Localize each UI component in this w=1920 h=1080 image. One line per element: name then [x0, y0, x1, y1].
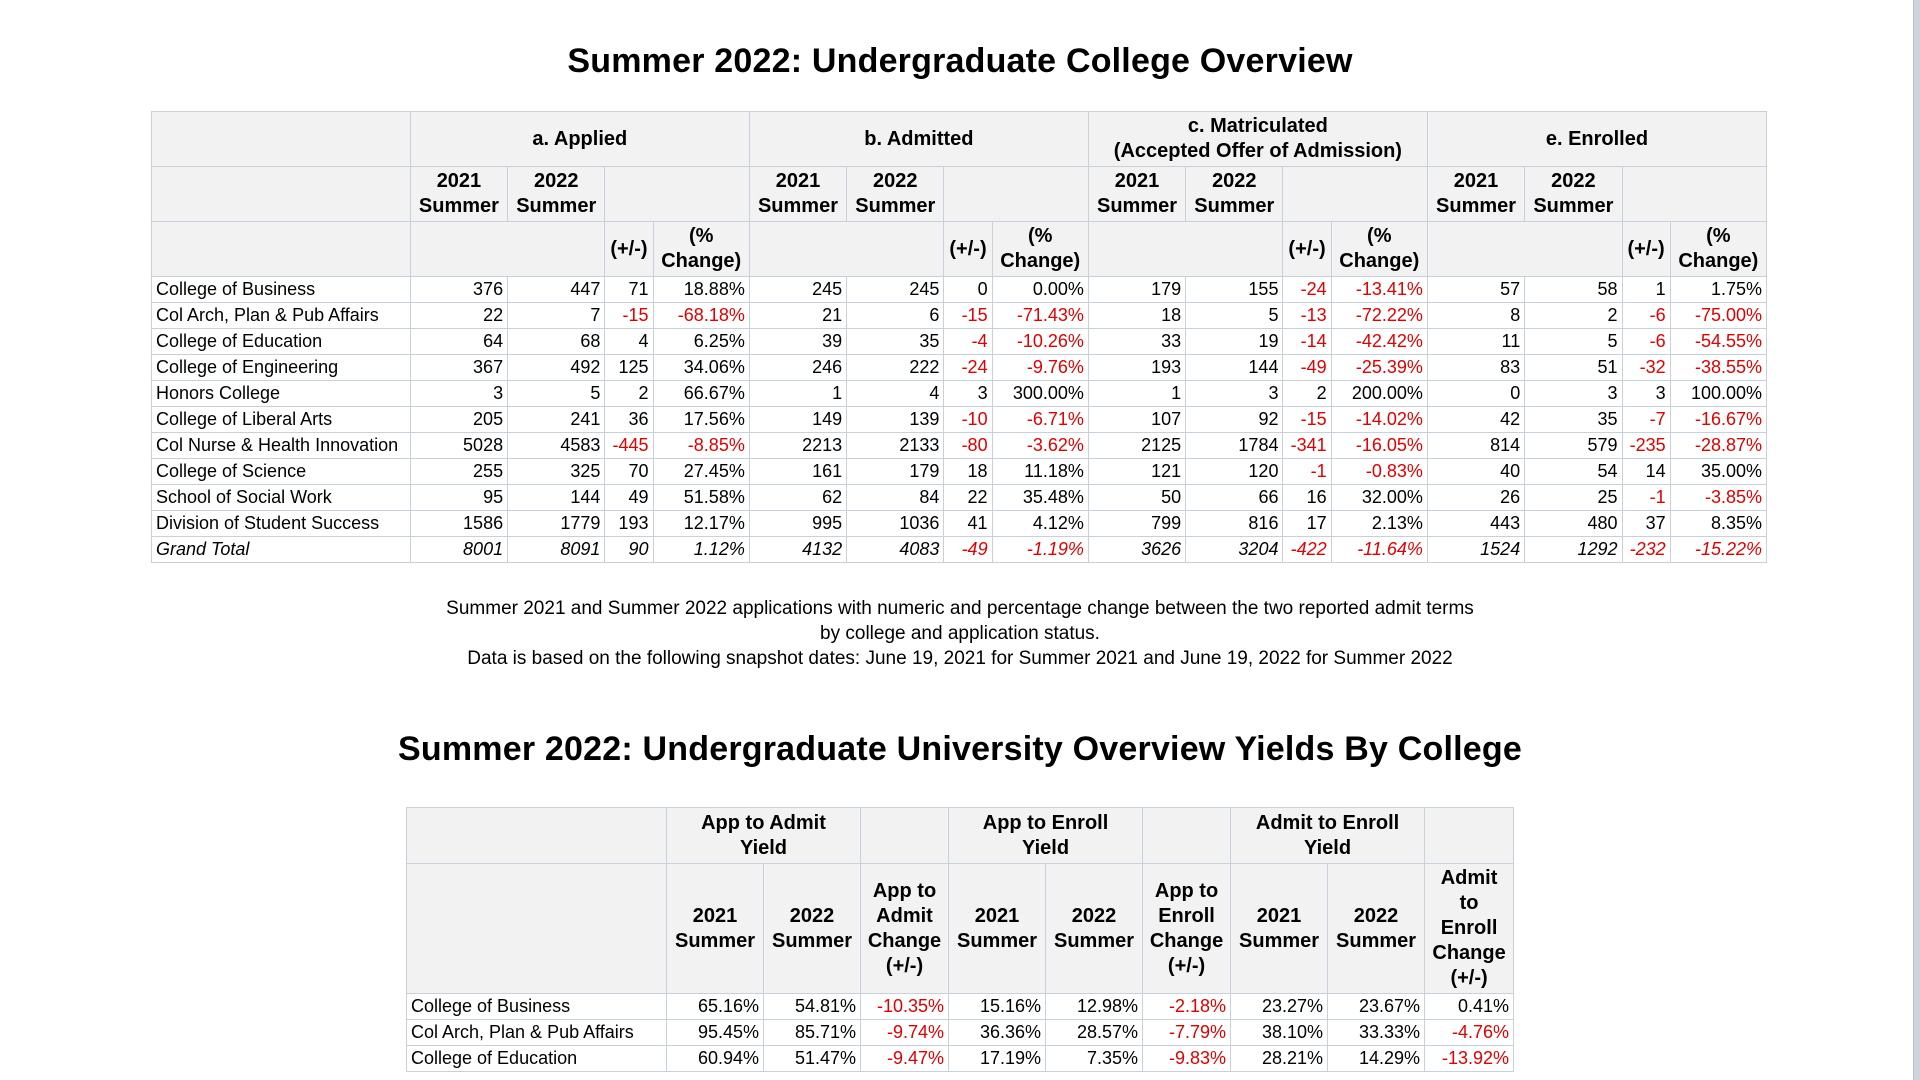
value-cell: 144	[508, 485, 605, 511]
value-cell: -32	[1622, 355, 1670, 381]
value-cell: 84	[847, 485, 944, 511]
value-cell: 14	[1622, 459, 1670, 485]
value-cell: 179	[1088, 277, 1185, 303]
table-row	[152, 459, 1767, 485]
value-cell: -9.47%	[861, 1046, 949, 1072]
value-cell: 7.35%	[1046, 1046, 1143, 1072]
change-header: (+/-)	[944, 222, 992, 277]
value-cell: -10.35%	[861, 994, 949, 1020]
change-header: App to Admit Change (+/-)	[861, 864, 949, 994]
blank-header	[749, 222, 944, 277]
value-cell: 1784	[1186, 433, 1283, 459]
row-label: College of Engineering	[152, 355, 411, 381]
value-cell: -16.67%	[1670, 407, 1766, 433]
value-cell: 51.47%	[764, 1046, 861, 1072]
group-header: Admit to Enroll Yield	[1231, 808, 1425, 864]
corner-cell	[152, 167, 411, 222]
yields-title: Summer 2022: Undergraduate University Overview Yields By College	[398, 730, 1522, 768]
value-cell: 71	[605, 277, 653, 303]
row-label: College of Science	[152, 459, 411, 485]
value-cell: 49	[605, 485, 653, 511]
row-label: College of Education	[152, 329, 411, 355]
value-cell: 1524	[1427, 537, 1524, 563]
value-cell: 3	[1525, 381, 1622, 407]
value-cell: 144	[1186, 355, 1283, 381]
value-cell: -9.74%	[861, 1020, 949, 1046]
value-cell: -14	[1283, 329, 1331, 355]
value-cell: 85.71%	[764, 1020, 861, 1046]
value-cell: -16.05%	[1331, 433, 1427, 459]
blank-header	[1425, 808, 1514, 864]
value-cell: 149	[749, 407, 846, 433]
year-header: 2021 Summer	[1427, 167, 1524, 222]
value-cell: -38.55%	[1670, 355, 1766, 381]
change-header: Admit to Enroll Change (+/-)	[1425, 864, 1514, 994]
row-label: Col Arch, Plan & Pub Affairs	[407, 1020, 667, 1046]
value-cell: -71.43%	[992, 303, 1088, 329]
value-cell: 23.27%	[1231, 994, 1328, 1020]
table-row	[152, 433, 1767, 459]
header-row-change	[152, 222, 1767, 277]
change-header: (% Change)	[992, 222, 1088, 277]
value-cell: 2125	[1088, 433, 1185, 459]
value-cell: 40	[1427, 459, 1524, 485]
caption-line-3: Data is based on the following snapshot dates: June 19, 2021 for Summer 2021 and June 19, 2022 for Summer 2022	[467, 648, 1453, 669]
value-cell: 205	[410, 407, 507, 433]
value-cell: 33.33%	[1328, 1020, 1425, 1046]
caption-line-2: by college and application status.	[820, 623, 1100, 644]
value-cell: 246	[749, 355, 846, 381]
value-cell: 179	[847, 459, 944, 485]
row-label: Honors College	[152, 381, 411, 407]
value-cell: 51	[1525, 355, 1622, 381]
college-yields-table	[406, 807, 1514, 1072]
row-label: School of Social Work	[152, 485, 411, 511]
value-cell: 5	[508, 381, 605, 407]
header-row-groups	[407, 808, 1514, 864]
value-cell: 42	[1427, 407, 1524, 433]
value-cell: 35.48%	[992, 485, 1088, 511]
value-cell: 139	[847, 407, 944, 433]
value-cell: 799	[1088, 511, 1185, 537]
corner-cell	[152, 222, 411, 277]
value-cell: -232	[1622, 537, 1670, 563]
value-cell: 2	[605, 381, 653, 407]
change-header: (% Change)	[1670, 222, 1766, 277]
value-cell: 70	[605, 459, 653, 485]
change-header: (+/-)	[1622, 222, 1670, 277]
blank-header	[1283, 167, 1427, 222]
value-cell: 50	[1088, 485, 1185, 511]
value-cell: -13	[1283, 303, 1331, 329]
change-header: (+/-)	[605, 222, 653, 277]
table-row	[152, 485, 1767, 511]
value-cell: 58	[1525, 277, 1622, 303]
value-cell: 26	[1427, 485, 1524, 511]
row-label: College of Liberal Arts	[152, 407, 411, 433]
year-header: 2021 Summer	[949, 864, 1046, 994]
table-row	[152, 303, 1767, 329]
value-cell: -6.71%	[992, 407, 1088, 433]
value-cell: 367	[410, 355, 507, 381]
value-cell: 222	[847, 355, 944, 381]
value-cell: 21	[749, 303, 846, 329]
change-header: App to Enroll Change (+/-)	[1143, 864, 1231, 994]
value-cell: -4	[944, 329, 992, 355]
year-header: 2022 Summer	[847, 167, 944, 222]
value-cell: 2133	[847, 433, 944, 459]
value-cell: -15	[944, 303, 992, 329]
year-header: 2021 Summer	[410, 167, 507, 222]
value-cell: 443	[1427, 511, 1524, 537]
blank-header	[410, 222, 605, 277]
value-cell: -9.76%	[992, 355, 1088, 381]
year-header: 2022 Summer	[508, 167, 605, 222]
value-cell: 241	[508, 407, 605, 433]
value-cell: 57	[1427, 277, 1524, 303]
header-row-detail	[407, 864, 1514, 994]
value-cell: -75.00%	[1670, 303, 1766, 329]
value-cell: -10.26%	[992, 329, 1088, 355]
year-header: 2021 Summer	[1231, 864, 1328, 994]
value-cell: 325	[508, 459, 605, 485]
value-cell: 3	[410, 381, 507, 407]
row-label: College of Education	[407, 1046, 667, 1072]
value-cell: 200.00%	[1331, 381, 1427, 407]
value-cell: -10	[944, 407, 992, 433]
value-cell: -68.18%	[653, 303, 749, 329]
value-cell: -235	[1622, 433, 1670, 459]
value-cell: -8.85%	[653, 433, 749, 459]
value-cell: 7	[508, 303, 605, 329]
value-cell: 35.00%	[1670, 459, 1766, 485]
year-header: 2021 Summer	[1088, 167, 1185, 222]
blank-header	[861, 808, 949, 864]
value-cell: 92	[1186, 407, 1283, 433]
value-cell: 193	[1088, 355, 1185, 381]
value-cell: 22	[410, 303, 507, 329]
group-header: App to Enroll Yield	[949, 808, 1143, 864]
value-cell: 4.12%	[992, 511, 1088, 537]
value-cell: 0	[944, 277, 992, 303]
value-cell: -4.76%	[1425, 1020, 1514, 1046]
value-cell: 8001	[410, 537, 507, 563]
table-row	[152, 355, 1767, 381]
value-cell: 6	[847, 303, 944, 329]
blank-header	[1622, 167, 1767, 222]
header-row-years	[152, 167, 1767, 222]
value-cell: 65.16%	[667, 994, 764, 1020]
value-cell: 2	[1283, 381, 1331, 407]
value-cell: -9.83%	[1143, 1046, 1231, 1072]
value-cell: 4	[605, 329, 653, 355]
value-cell: 2.13%	[1331, 511, 1427, 537]
value-cell: 155	[1186, 277, 1283, 303]
value-cell: -42.42%	[1331, 329, 1427, 355]
value-cell: 15.16%	[949, 994, 1046, 1020]
table-row	[152, 381, 1767, 407]
value-cell: 5	[1186, 303, 1283, 329]
value-cell: 51.58%	[653, 485, 749, 511]
value-cell: -15	[1283, 407, 1331, 433]
corner-cell	[407, 864, 667, 994]
value-cell: 1	[749, 381, 846, 407]
value-cell: 12.98%	[1046, 994, 1143, 1020]
value-cell: -25.39%	[1331, 355, 1427, 381]
value-cell: 22	[944, 485, 992, 511]
value-cell: 35	[1525, 407, 1622, 433]
value-cell: 1.12%	[653, 537, 749, 563]
value-cell: 579	[1525, 433, 1622, 459]
value-cell: 161	[749, 459, 846, 485]
value-cell: 816	[1186, 511, 1283, 537]
caption-line-1: Summer 2021 and Summer 2022 applications with numeric and percentage change between the two reported admit terms	[446, 598, 1474, 619]
row-label: College of Business	[407, 994, 667, 1020]
value-cell: 41	[944, 511, 992, 537]
value-cell: 18.88%	[653, 277, 749, 303]
group-header: b. Admitted	[749, 112, 1088, 167]
value-cell: -1	[1283, 459, 1331, 485]
value-cell: -445	[605, 433, 653, 459]
blank-header	[1088, 222, 1283, 277]
value-cell: 5028	[410, 433, 507, 459]
value-cell: -13.41%	[1331, 277, 1427, 303]
value-cell: 2213	[749, 433, 846, 459]
value-cell: 1586	[410, 511, 507, 537]
value-cell: 1036	[847, 511, 944, 537]
value-cell: 1292	[1525, 537, 1622, 563]
value-cell: 5	[1525, 329, 1622, 355]
value-cell: 3	[944, 381, 992, 407]
value-cell: 0	[1427, 381, 1524, 407]
value-cell: 376	[410, 277, 507, 303]
value-cell: 245	[749, 277, 846, 303]
value-cell: -3.62%	[992, 433, 1088, 459]
value-cell: 4083	[847, 537, 944, 563]
group-header: App to Admit Yield	[667, 808, 861, 864]
table-row	[407, 994, 1514, 1020]
value-cell: 19	[1186, 329, 1283, 355]
value-cell: 4132	[749, 537, 846, 563]
value-cell: 0.00%	[992, 277, 1088, 303]
row-label: Grand Total	[152, 537, 411, 563]
value-cell: 37	[1622, 511, 1670, 537]
value-cell: 3204	[1186, 537, 1283, 563]
value-cell: 1.75%	[1670, 277, 1766, 303]
table-row	[152, 511, 1767, 537]
value-cell: 28.57%	[1046, 1020, 1143, 1046]
value-cell: 193	[605, 511, 653, 537]
grand-total-row	[152, 537, 1767, 563]
college-overview-table	[151, 111, 1767, 563]
value-cell: -13.92%	[1425, 1046, 1514, 1072]
change-header: (% Change)	[1331, 222, 1427, 277]
value-cell: 36.36%	[949, 1020, 1046, 1046]
table-row	[152, 407, 1767, 433]
value-cell: -3.85%	[1670, 485, 1766, 511]
year-header: 2022 Summer	[1525, 167, 1622, 222]
value-cell: -14.02%	[1331, 407, 1427, 433]
table-row	[407, 1020, 1514, 1046]
value-cell: 38.10%	[1231, 1020, 1328, 1046]
row-label: Col Arch, Plan & Pub Affairs	[152, 303, 411, 329]
value-cell: 125	[605, 355, 653, 381]
year-header: 2021 Summer	[667, 864, 764, 994]
value-cell: 17.19%	[949, 1046, 1046, 1072]
overview-title: Summer 2022: Undergraduate College Overview	[567, 42, 1353, 80]
year-header: 2022 Summer	[1046, 864, 1143, 994]
value-cell: 66.67%	[653, 381, 749, 407]
value-cell: -80	[944, 433, 992, 459]
value-cell: -7	[1622, 407, 1670, 433]
value-cell: -72.22%	[1331, 303, 1427, 329]
value-cell: 8	[1427, 303, 1524, 329]
value-cell: 11.18%	[992, 459, 1088, 485]
value-cell: 107	[1088, 407, 1185, 433]
value-cell: 6.25%	[653, 329, 749, 355]
value-cell: 120	[1186, 459, 1283, 485]
value-cell: 23.67%	[1328, 994, 1425, 1020]
value-cell: -6	[1622, 303, 1670, 329]
value-cell: 12.17%	[653, 511, 749, 537]
value-cell: 34.06%	[653, 355, 749, 381]
value-cell: 447	[508, 277, 605, 303]
value-cell: 36	[605, 407, 653, 433]
value-cell: 32.00%	[1331, 485, 1427, 511]
value-cell: 90	[605, 537, 653, 563]
year-header: 2022 Summer	[1328, 864, 1425, 994]
value-cell: 27.45%	[653, 459, 749, 485]
value-cell: 4	[847, 381, 944, 407]
value-cell: 8.35%	[1670, 511, 1766, 537]
vertical-scrollbar[interactable]	[1913, 0, 1920, 1080]
value-cell: 16	[1283, 485, 1331, 511]
value-cell: 54	[1525, 459, 1622, 485]
year-header: 2021 Summer	[749, 167, 846, 222]
value-cell: 4583	[508, 433, 605, 459]
year-header: 2022 Summer	[764, 864, 861, 994]
value-cell: 83	[1427, 355, 1524, 381]
change-header: (% Change)	[653, 222, 749, 277]
value-cell: -1.19%	[992, 537, 1088, 563]
value-cell: 28.21%	[1231, 1046, 1328, 1072]
value-cell: 17.56%	[653, 407, 749, 433]
value-cell: 66	[1186, 485, 1283, 511]
value-cell: 3	[1186, 381, 1283, 407]
value-cell: 60.94%	[667, 1046, 764, 1072]
header-row-groups	[152, 112, 1767, 167]
value-cell: 1	[1622, 277, 1670, 303]
value-cell: 245	[847, 277, 944, 303]
value-cell: -24	[944, 355, 992, 381]
value-cell: -49	[944, 537, 992, 563]
value-cell: -1	[1622, 485, 1670, 511]
value-cell: 33	[1088, 329, 1185, 355]
value-cell: -49	[1283, 355, 1331, 381]
value-cell: 995	[749, 511, 846, 537]
value-cell: 1	[1088, 381, 1185, 407]
value-cell: 25	[1525, 485, 1622, 511]
value-cell: -2.18%	[1143, 994, 1231, 1020]
value-cell: 2	[1525, 303, 1622, 329]
value-cell: 255	[410, 459, 507, 485]
value-cell: 814	[1427, 433, 1524, 459]
corner-cell	[407, 808, 667, 864]
change-header: (+/-)	[1283, 222, 1331, 277]
row-label: Col Nurse & Health Innovation	[152, 433, 411, 459]
row-label: College of Business	[152, 277, 411, 303]
value-cell: 18	[944, 459, 992, 485]
value-cell: 17	[1283, 511, 1331, 537]
value-cell: 121	[1088, 459, 1185, 485]
value-cell: 64	[410, 329, 507, 355]
value-cell: 8091	[508, 537, 605, 563]
value-cell: -24	[1283, 277, 1331, 303]
blank-header	[944, 167, 1088, 222]
group-header: c. Matriculated (Accepted Offer of Admission)	[1088, 112, 1427, 167]
value-cell: 1779	[508, 511, 605, 537]
value-cell: -28.87%	[1670, 433, 1766, 459]
value-cell: -54.55%	[1670, 329, 1766, 355]
value-cell: 300.00%	[992, 381, 1088, 407]
corner-cell	[152, 112, 411, 167]
value-cell: 39	[749, 329, 846, 355]
value-cell: -6	[1622, 329, 1670, 355]
value-cell: 54.81%	[764, 994, 861, 1020]
blank-header	[1427, 222, 1622, 277]
year-header: 2022 Summer	[1186, 167, 1283, 222]
value-cell: -7.79%	[1143, 1020, 1231, 1046]
value-cell: 68	[508, 329, 605, 355]
value-cell: 3	[1622, 381, 1670, 407]
value-cell: -11.64%	[1331, 537, 1427, 563]
value-cell: 11	[1427, 329, 1524, 355]
value-cell: 0.41%	[1425, 994, 1514, 1020]
value-cell: 100.00%	[1670, 381, 1766, 407]
value-cell: -15	[605, 303, 653, 329]
value-cell: 492	[508, 355, 605, 381]
table-row	[152, 329, 1767, 355]
value-cell: -422	[1283, 537, 1331, 563]
value-cell: 95	[410, 485, 507, 511]
value-cell: 3626	[1088, 537, 1185, 563]
value-cell: -15.22%	[1670, 537, 1766, 563]
group-header: a. Applied	[410, 112, 749, 167]
value-cell: 35	[847, 329, 944, 355]
table-row	[407, 1046, 1514, 1072]
value-cell: 18	[1088, 303, 1185, 329]
value-cell: 14.29%	[1328, 1046, 1425, 1072]
value-cell: 480	[1525, 511, 1622, 537]
group-header: e. Enrolled	[1427, 112, 1766, 167]
value-cell: -0.83%	[1331, 459, 1427, 485]
row-label: Division of Student Success	[152, 511, 411, 537]
value-cell: -341	[1283, 433, 1331, 459]
blank-header	[605, 167, 749, 222]
table-row	[152, 277, 1767, 303]
value-cell: 95.45%	[667, 1020, 764, 1046]
blank-header	[1143, 808, 1231, 864]
value-cell: 62	[749, 485, 846, 511]
